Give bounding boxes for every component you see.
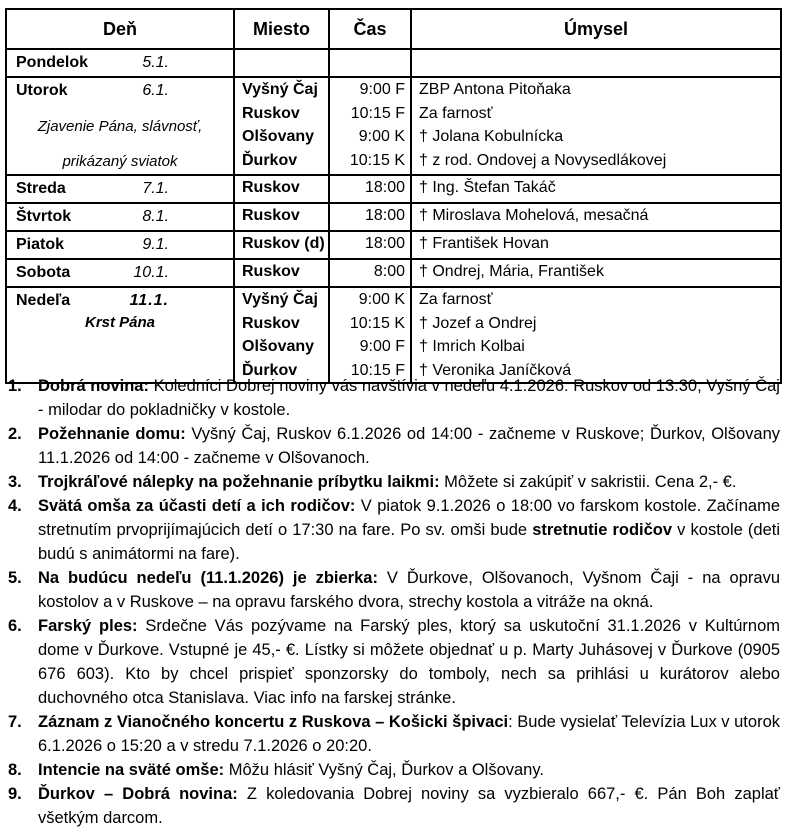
intention-value: ZBP Antona Pitoňaka bbox=[419, 81, 571, 98]
announcement-item bbox=[8, 470, 780, 494]
intention-value: † z rod. Ondovej a Novysedlákovej bbox=[419, 151, 667, 169]
table-row bbox=[7, 174, 780, 202]
day-date: 6.1. bbox=[142, 82, 169, 99]
day-name: Piatok bbox=[16, 236, 65, 253]
place-value: Ruskov bbox=[242, 314, 300, 332]
announcement-segment: V piatok 9.1.2026 o 18:00 vo farskom kostole. Začíname stretnutím prvoprijímajúcich detí o 17:30 na fare. Po sv. omši bude bbox=[38, 497, 780, 539]
intention-cell bbox=[410, 288, 780, 382]
day-name: Pondelok bbox=[16, 54, 89, 71]
day-cell bbox=[7, 288, 233, 382]
intention-cell bbox=[410, 50, 780, 76]
announcement-item bbox=[8, 614, 780, 710]
place-cell bbox=[233, 176, 328, 202]
intention-value: † Imrich Kolbai bbox=[419, 338, 525, 355]
place-cell bbox=[233, 50, 328, 76]
time-value: 8:00 bbox=[373, 263, 405, 280]
day-name: Streda bbox=[16, 180, 66, 197]
time-cell bbox=[328, 232, 410, 258]
intention-value: † Jozef a Ondrej bbox=[419, 314, 537, 332]
table-row bbox=[7, 48, 780, 76]
place-value: Olšovany bbox=[242, 338, 315, 355]
announcement-number: 6. bbox=[8, 617, 22, 635]
time-cell bbox=[328, 260, 410, 286]
day-date: 8.1. bbox=[142, 208, 169, 225]
day-cell bbox=[7, 50, 233, 76]
announcement-segment: V Ďurkove, Olšovanoch, Vyšnom Čaji - na opravu kostolov a v Ruskove – na opravu farského dvora, strechy kostola a vitráže na okná. bbox=[38, 569, 780, 611]
announcement-text bbox=[38, 761, 544, 779]
day-note: Zjavenie Pána, slávnosť, bbox=[37, 118, 203, 135]
intention-value: † František Hovan bbox=[419, 235, 549, 252]
place-value: Ďurkov bbox=[242, 361, 298, 379]
place-value: Ruskov bbox=[242, 104, 300, 122]
announcement-text bbox=[38, 425, 780, 467]
place-cell bbox=[233, 204, 328, 230]
announcement-segment: Z koledovania Dobrej noviny sa vyzbieralo 667,- €. Pán Boh zaplať všetkým darcom. bbox=[38, 785, 780, 827]
announcement-number: 7. bbox=[8, 713, 22, 731]
announcement-text bbox=[38, 569, 780, 611]
announcement-segment: Vyšný Čaj, Ruskov 6.1.2026 od 14:00 - začneme v Ruskove; Ďurkov, Olšovany 11.1.2026 od 14:00 - začneme v Olšovanoch. bbox=[38, 425, 780, 467]
announcement-segment: Ďurkov – Dobrá novina: bbox=[38, 785, 238, 803]
time-cell bbox=[328, 288, 410, 382]
table-row bbox=[7, 286, 780, 382]
intention-value: † Jolana Kobulnícka bbox=[419, 128, 564, 145]
announcements-list bbox=[8, 374, 780, 830]
intention-cell bbox=[410, 176, 780, 202]
header-cell-place: Miesto bbox=[233, 10, 328, 48]
time-value: 10:15 K bbox=[349, 151, 405, 169]
intention-cell bbox=[410, 232, 780, 258]
time-value: 10:15 F bbox=[350, 361, 405, 379]
time-value: 10:15 F bbox=[350, 104, 405, 122]
announcement-segment: Farský ples: bbox=[38, 617, 138, 635]
day-note: Krst Pána bbox=[84, 314, 156, 331]
intention-value: Za farnosť bbox=[419, 104, 493, 122]
announcement-segment: : Bude vysielať Televízia Lux v utorok 6.1.2026 o 15:20 a v stredu 7.1.2026 o 20:20. bbox=[38, 713, 780, 755]
announcement-text bbox=[38, 617, 780, 707]
announcement-text bbox=[38, 473, 736, 491]
place-value: Ruskov bbox=[242, 263, 300, 280]
place-cell bbox=[233, 232, 328, 258]
announcement-segment: Intencie na sväté omše: bbox=[38, 761, 225, 779]
place-value: Vyšný Čaj bbox=[242, 81, 318, 98]
day-name: Utorok bbox=[16, 82, 68, 99]
time-value: 9:00 K bbox=[358, 291, 405, 308]
day-name: Sobota bbox=[16, 264, 71, 281]
day-line bbox=[7, 289, 233, 312]
time-value: 9:00 K bbox=[358, 128, 405, 145]
day-line bbox=[7, 51, 233, 74]
day-line bbox=[7, 177, 233, 200]
mass-schedule-table bbox=[5, 8, 782, 384]
announcement-segment: Svätá omša za účasti detí a ich rodičov: bbox=[38, 497, 356, 515]
place-cell bbox=[233, 288, 328, 382]
day-name: Štvrtok bbox=[16, 208, 72, 225]
day-date: 5.1. bbox=[142, 54, 169, 71]
day-cell bbox=[7, 176, 233, 202]
place-value: Ruskov bbox=[242, 179, 300, 196]
day-date: 7.1. bbox=[142, 180, 169, 197]
announcement-text bbox=[38, 785, 780, 827]
announcement-item bbox=[8, 710, 780, 758]
announcement-number: 1. bbox=[8, 377, 22, 395]
day-line bbox=[7, 205, 233, 228]
time-value: 18:00 bbox=[364, 179, 405, 196]
time-cell bbox=[328, 78, 410, 174]
intention-cell bbox=[410, 204, 780, 230]
announcement-number: 5. bbox=[8, 569, 22, 587]
announcement-number: 8. bbox=[8, 761, 22, 779]
announcement-number: 3. bbox=[8, 473, 22, 491]
announcement-segment: stretnutie rodičov bbox=[532, 521, 673, 539]
announcement-item bbox=[8, 374, 780, 422]
day-cell bbox=[7, 78, 233, 174]
time-cell bbox=[328, 204, 410, 230]
day-date: 10.1. bbox=[133, 264, 169, 281]
table-row bbox=[7, 202, 780, 230]
day-date: 11.1. bbox=[129, 292, 169, 309]
announcement-number: 4. bbox=[8, 497, 22, 515]
intention-value: † Miroslava Mohelová, mesačná bbox=[419, 207, 649, 224]
day-cell bbox=[7, 204, 233, 230]
place-cell bbox=[233, 260, 328, 286]
place-value: Ruskov bbox=[242, 207, 300, 224]
announcement-text bbox=[38, 713, 780, 755]
day-line bbox=[7, 261, 233, 284]
announcement-segment: v kostole (deti budú s animátormi na fare). bbox=[38, 521, 780, 563]
time-value: 9:00 F bbox=[359, 338, 405, 355]
announcement-segment: Trojkráľové nálepky na požehnanie príbytku laikmi: bbox=[38, 473, 440, 491]
intention-value: † Ondrej, Mária, František bbox=[419, 263, 604, 280]
announcement-number: 9. bbox=[8, 785, 22, 803]
place-value: Olšovany bbox=[242, 128, 315, 145]
announcement-segment: Koledníci Dobrej noviny vás navštívia v nedeľu 4.1.2026: Ruskov od 13:30; Vyšný Čaj - milodar do pokladničky v kostole. bbox=[38, 377, 780, 419]
day-cell bbox=[7, 232, 233, 258]
place-cell bbox=[233, 78, 328, 174]
table-header-row bbox=[7, 10, 780, 48]
day-line bbox=[7, 233, 233, 256]
day-name: Nedeľa bbox=[16, 292, 71, 309]
place-value: Ruskov (d) bbox=[242, 235, 325, 252]
announcement-text bbox=[38, 497, 780, 563]
announcement-item bbox=[8, 782, 780, 830]
announcement-item bbox=[8, 566, 780, 614]
day-line bbox=[7, 79, 233, 102]
place-value: Ďurkov bbox=[242, 151, 298, 169]
intention-cell bbox=[410, 260, 780, 286]
announcement-segment: Môžete si zakúpiť v sakristii. Cena 2,- €. bbox=[439, 473, 737, 491]
announcement-item bbox=[8, 422, 780, 470]
time-value: 10:15 K bbox=[349, 314, 405, 332]
day-note: prikázaný sviatok bbox=[62, 153, 178, 170]
intention-value: Za farnosť bbox=[419, 291, 493, 308]
day-date: 9.1. bbox=[142, 236, 169, 253]
place-value: Vyšný Čaj bbox=[242, 291, 318, 308]
announcement-segment: Srdečne Vás pozývame na Farský ples, ktorý sa uskutoční 31.1.2026 v Kultúrnom dome v Ďurkove. Vstupné je 45,- €. Lístky si môžete objednať u p. Marty Juhásovej v Ďurkove (0905 676 603). Kto by chcel prispieť sponzorsky do tomboly, nech sa prihlási u kurátorov alebo duchovného otca Stanislava. Viac info na farskej stránke. bbox=[38, 617, 781, 707]
header-cell-day: Deň bbox=[102, 18, 137, 39]
header-cell-time: Čas bbox=[328, 10, 410, 48]
time-cell bbox=[328, 50, 410, 76]
time-value: 9:00 F bbox=[359, 81, 405, 98]
time-cell bbox=[328, 176, 410, 202]
announcement-item bbox=[8, 494, 780, 566]
intention-value: † Veronika Janíčková bbox=[419, 361, 572, 379]
time-value: 18:00 bbox=[364, 235, 405, 252]
header-cell-intention: Úmysel bbox=[410, 10, 780, 48]
announcement-segment: Požehnanie domu: bbox=[38, 425, 186, 443]
announcement-segment: Môžu hlásiť Vyšný Čaj, Ďurkov a Olšovany. bbox=[224, 761, 544, 779]
table-row bbox=[7, 258, 780, 286]
announcement-text bbox=[38, 377, 780, 419]
table-row bbox=[7, 230, 780, 258]
announcement-segment: Záznam z Vianočného koncertu z Ruskova – Košicki špivaci bbox=[38, 713, 509, 731]
intention-value: † Ing. Štefan Takáč bbox=[419, 179, 556, 196]
time-value: 18:00 bbox=[364, 207, 405, 224]
intention-cell bbox=[410, 78, 780, 174]
announcement-number: 2. bbox=[8, 425, 22, 443]
day-cell bbox=[7, 260, 233, 286]
announcement-item bbox=[8, 758, 780, 782]
table-row bbox=[7, 76, 780, 174]
announcement-segment: Dobrá novina: bbox=[38, 377, 149, 395]
announcement-segment: Na budúcu nedeľu (11.1.2026) je zbierka: bbox=[38, 569, 378, 587]
